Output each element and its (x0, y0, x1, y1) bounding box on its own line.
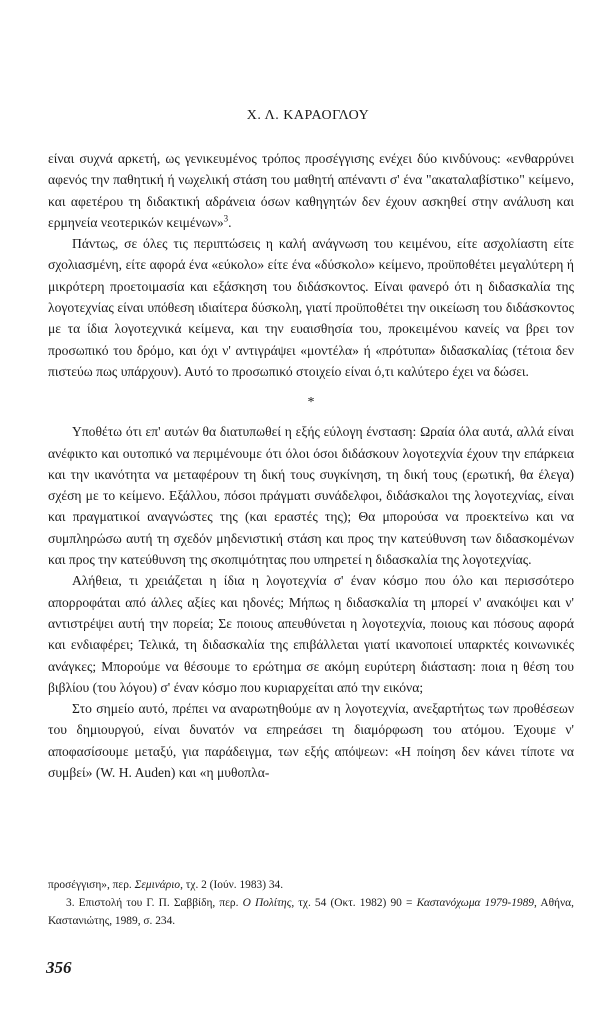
paragraph-3: Υποθέτω ότι επ' αυτών θα διατυπωθεί η εξής εύλογη ένσταση: Ωραία όλα αυτά, αλλά είναι ανέφικτο και ουτοπικό να περιμένουμε ότι όλοι όσοι διδάσκουν λογοτεχνία έχουν την επάρκεια και την ικανότητα να μεταφέρουν τη δική τους συγκίνηση, τη δική τους (ερωτική, θα έλεγα) σχέση με το κείμενο. Εξάλλου, πόσοι πράγματι συνάδελφοι, διδάσκαλοι της λογοτεχνίας, είναι και πραγματικοί αναγνώστες της (και εραστές της); Θα μπορούσα να προεκτείνω και να συμπληρώσω αυτή τη σχεδόν μηδενιστική στάση και προς την κατεύθυνση των διδασκομένων και προς την κατεύθυνση της σκοπιμότητας που υπηρετεί η διδασκαλία της λογοτεχνίας. (48, 424, 574, 568)
paragraph-1-tail: . (228, 214, 232, 230)
paragraph-1 (48, 148, 574, 233)
paragraph-5: Στο σημείο αυτό, πρέπει να αναρωτηθούμε αν η λογοτεχνία, ανεξαρτήτως των προθέσεων του δημιουργού, είναι δυνατόν να επηρεάσει τη διαμόρφωση του ατόμου. Έχουμε ν' αποφασίσουμε μεταξύ, για παράδειγμα, των εξής απόψεων: «Η ποίηση δεν κάνει τίποτε να συμβεί» (W. H. Auden) και «η μυθοπλα- (48, 701, 574, 781)
footnote-3-rest: , Αθήνα, Καστανιώτης, 1989, σ. 234. (48, 897, 574, 927)
footnote-3-text: 3. Επιστολή του Γ. Π. Σαββίδη, περ. (66, 897, 243, 909)
footnotes (48, 876, 574, 930)
footnote-3-mid: , τχ. 54 (Οκτ. 1982) 90 = (291, 897, 417, 909)
footnote-journal-title: Σεμινάριο (134, 879, 181, 891)
paragraph-4: Αλήθεια, τι χρειάζεται η ίδια η λογοτεχνία σ' έναν κόσμο που όλο και περισσότερο απορροφάται από άλλες αξίες και ηδονές; Μήπως η διδασκαλία τη μπορεί ν' ανακόψει και ν' αντιστρέψει αυτή την πορεία; Σε ποιους απευθύνεται η λογοτεχνία, ποιους και πόσους αφορά και ενδιαφέρει; Τελικά, τη διδασκαλία της επιβάλλεται γιατί ικανοποιεί υπαρκτές κοινωνικές ανάγκες; Μπορούμε να θέσουμε το ερώτημα σε ακόμη ευρύτερη διάσταση: ποια η θέση του βιβλίου (του λόγου) σ' έναν κόσμο που κυριαρχείται από την εικόνα; (48, 573, 574, 695)
footnote-continuation (48, 876, 574, 894)
footnote-3-book: Καστανόχωμα 1979-1989 (416, 897, 535, 909)
paragraph-2: Πάντως, σε όλες τις περιπτώσεις η καλή ανάγνωση του κειμένου, είτε ασχολίαστη είτε σχολιασμένη, είτε αφορά ένα «εύκολο» είτε ένα «δύσκολο» κείμενο, προϋποθέτει μεγαλύτερη ή μικρότερη προετοιμασία και εξάσκηση του διδάσκοντος. Είναι φανερό ότι η διδασκαλία της λογοτεχνίας είναι υπόθεση ιδιαίτερα δύσκολη, γιατί προϋποθέτει την οικείωση του διδάσκοντος με τα ίδια λογοτεχνικά κείμενα, και την ευαισθησία του, προκειμένου κανείς να βρει τον προσωπικό του δρόμο, και όχι ν' αντιγράψει «μοντέλα» ή «πρότυπα» διδασκαλίας (τέτοια δεν πιστεύω πως υπάρχουν). Αυτό το προσωπικό στοιχείο είναι ό,τι καλύτερο έχει να δώσει. (48, 236, 574, 379)
footnote-3 (48, 894, 574, 930)
paragraph-1-text: είναι συχνά αρκετή, ως γενικευμένος τρόπος προσέγγισης ενέχει δύο κινδύνους: «ενθαρρύνει αφενός την παθητική ή νωχελική στάση του μαθητή απέναντι σ' ένα "ακαταλαβίστικο" κείμενο, και αφετέρου τη διδακτική αδράνεια όσων καθηγητών δεν έχουν ασκηθεί στην ανάλυση και ερμηνεία νεοτερικών κειμένων» (48, 151, 574, 230)
footnote-ref-3[interactable]: 3 (223, 213, 229, 224)
footnote-continuation-text: προσέγγιση», περ. (48, 879, 135, 891)
body-text (48, 148, 574, 783)
footnote-3-journal: Ο Πολίτης (242, 897, 292, 909)
footnote-continuation-rest: , τχ. 2 (Ιούν. 1983) 34. (180, 879, 284, 891)
section-separator: * (307, 395, 315, 411)
running-head: Χ. Λ. ΚΑΡΑΟΓΛΟΥ (246, 108, 370, 123)
page-number: 356 (46, 958, 72, 977)
